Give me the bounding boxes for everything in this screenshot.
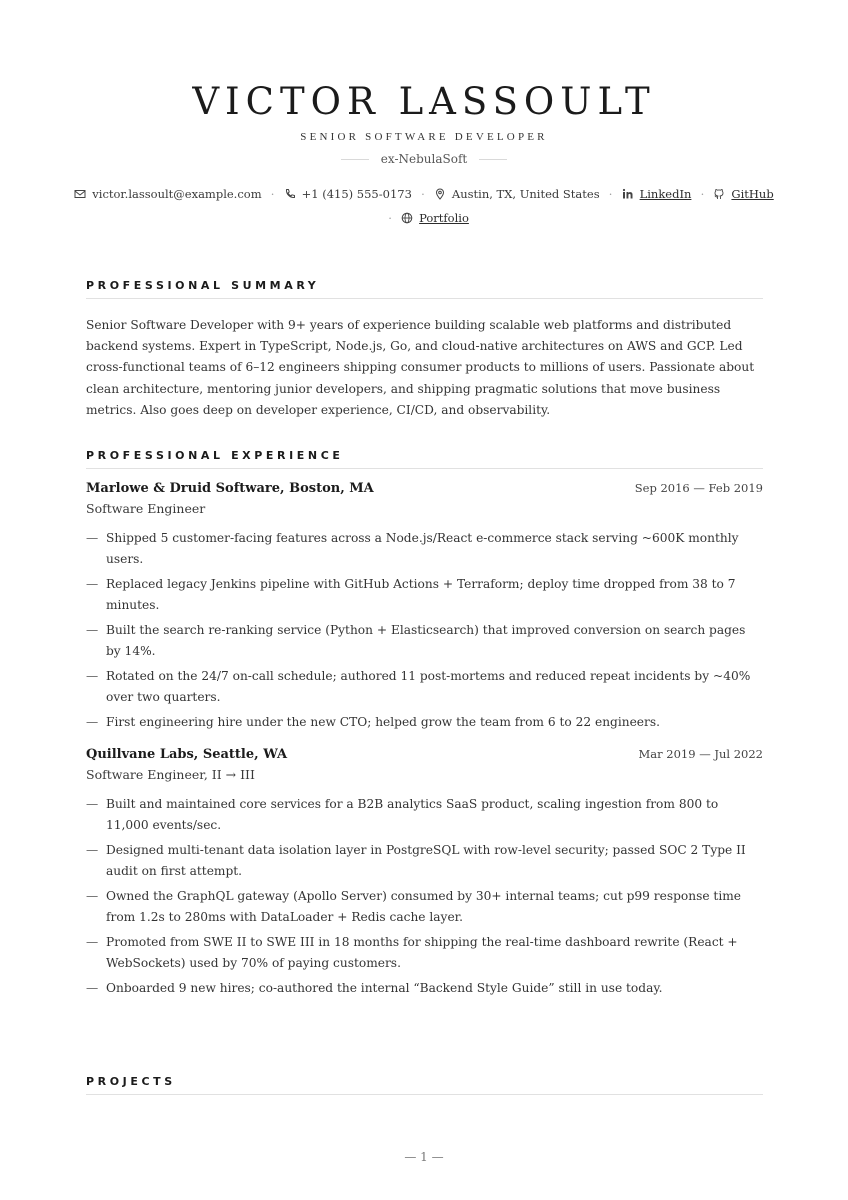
divider-left — [341, 159, 369, 160]
mail-icon — [74, 188, 86, 200]
contact-separator: · — [608, 187, 613, 201]
contact-separator: · — [421, 187, 425, 201]
section-title-experience: PROFESSIONAL EXPERIENCE — [86, 449, 763, 469]
job-bullet: — Owned the GraphQL gateway (Apollo Server) consumed by 30+ internal teams; cut p99 response time from 1.2s to 280ms with DataLoader + Redis cache layer. — [86, 886, 763, 928]
contact-email-text: victor.lassoult@example.com — [92, 187, 262, 201]
contact-location-text: Austin, TX, United States — [451, 187, 600, 201]
contact-phone[interactable] — [284, 186, 412, 202]
job-bullet: — Rotated on the 24/7 on-call schedule; authored 11 post-mortems and reduced repeat incidents by ~40% over two quarters. — [86, 666, 763, 708]
contact-phone-text: +1 (415) 555-0173 — [301, 187, 412, 201]
portfolio-link[interactable]: Portfolio — [419, 211, 469, 225]
job-title: Software Engineer — [86, 501, 206, 516]
contact-email[interactable] — [74, 186, 261, 202]
section-title-projects: PROJECTS — [86, 1075, 763, 1095]
job-entry — [86, 481, 763, 733]
contact-list — [74, 186, 774, 226]
location-pin-icon — [434, 188, 446, 200]
contact-github[interactable] — [713, 186, 773, 202]
github-link[interactable]: GitHub — [731, 187, 774, 201]
job-bullet: — Promoted from SWE II to SWE III in 18 months for shipping the real-time dashboard rewrite (React + WebSockets) used by 70% of paying customers. — [86, 932, 763, 974]
experience-section — [86, 449, 763, 1003]
linkedin-link[interactable]: LinkedIn — [639, 187, 692, 201]
job-bullet: — Onboarded 9 new hires; co-authored the internal “Backend Style Guide” still in use today. — [86, 978, 763, 999]
contact-linkedin[interactable] — [622, 186, 692, 202]
contact-separator: · — [388, 211, 392, 225]
former-employer-label: ex-NebulaSoft — [380, 152, 468, 166]
summary-text: Senior Software Developer with 9+ years of experience building scalable web platforms and distributed backend systems. Expert in TypeScript, Node.js, Go, and cloud-native architectures on AWS and GCP. Led cross-functional teams of 6–12 engineers shipping consumer products to millions of users. Passionate about clean architecture, mentoring junior developers, and shipping pragmatic solutions that move business metrics. Also goes deep on developer experience, CI/CD, and observability. — [86, 318, 755, 417]
job-bullet: — Designed multi-tenant data isolation layer in PostgreSQL with row-level security; passed SOC 2 Type II audit on first attempt. — [86, 840, 763, 882]
job-title: Software Engineer, II → III — [86, 767, 255, 782]
job-bullet: — Shipped 5 customer-facing features across a Node.js/React e-commerce stack serving ~600K monthly users. — [86, 528, 763, 570]
job-company: Quillvane Labs, Seattle, WA — [86, 747, 288, 762]
job-bullet: — Replaced legacy Jenkins pipeline with GitHub Actions + Terraform; deploy time dropped from 38 to 7 minutes. — [86, 574, 763, 616]
job-bullet: — Built the search re-ranking service (Python + Elasticsearch) that improved conversion on search pages by 14%. — [86, 620, 763, 662]
contact-separator: · — [270, 187, 275, 201]
candidate-name: VICTOR LASSOULT — [192, 80, 656, 123]
job-dates: Sep 2016 — Feb 2019 — [634, 481, 763, 495]
job-header — [86, 481, 763, 496]
divider-right — [479, 159, 507, 160]
summary-section — [86, 279, 763, 433]
job-bullet: — Built and maintained core services for a B2B analytics SaaS product, scaling ingestion from 800 to 11,000 events/sec. — [86, 794, 763, 836]
contact-portfolio[interactable] — [401, 210, 469, 226]
job-entry — [86, 747, 763, 999]
globe-icon — [401, 212, 413, 224]
candidate-role: SENIOR SOFTWARE DEVELOPER — [300, 131, 548, 143]
job-dates: Mar 2019 — Jul 2022 — [638, 747, 763, 761]
job-bullets — [86, 794, 763, 999]
job-bullets — [86, 528, 763, 733]
job-bullet: — First engineering hire under the new CTO; helped grow the team from 6 to 22 engineers. — [86, 712, 763, 733]
phone-icon — [284, 188, 296, 200]
job-header — [86, 747, 763, 762]
page-number: — 1 — — [404, 1150, 444, 1164]
former-employer — [0, 152, 848, 166]
github-icon — [713, 188, 725, 200]
projects-section — [86, 1075, 763, 1095]
section-title-summary: PROFESSIONAL SUMMARY — [86, 279, 763, 299]
contact-location — [434, 186, 600, 202]
contact-separator: · — [700, 187, 705, 201]
linkedin-icon — [622, 188, 634, 200]
resume-header — [0, 0, 848, 226]
job-company: Marlowe & Druid Software, Boston, MA — [86, 481, 374, 496]
